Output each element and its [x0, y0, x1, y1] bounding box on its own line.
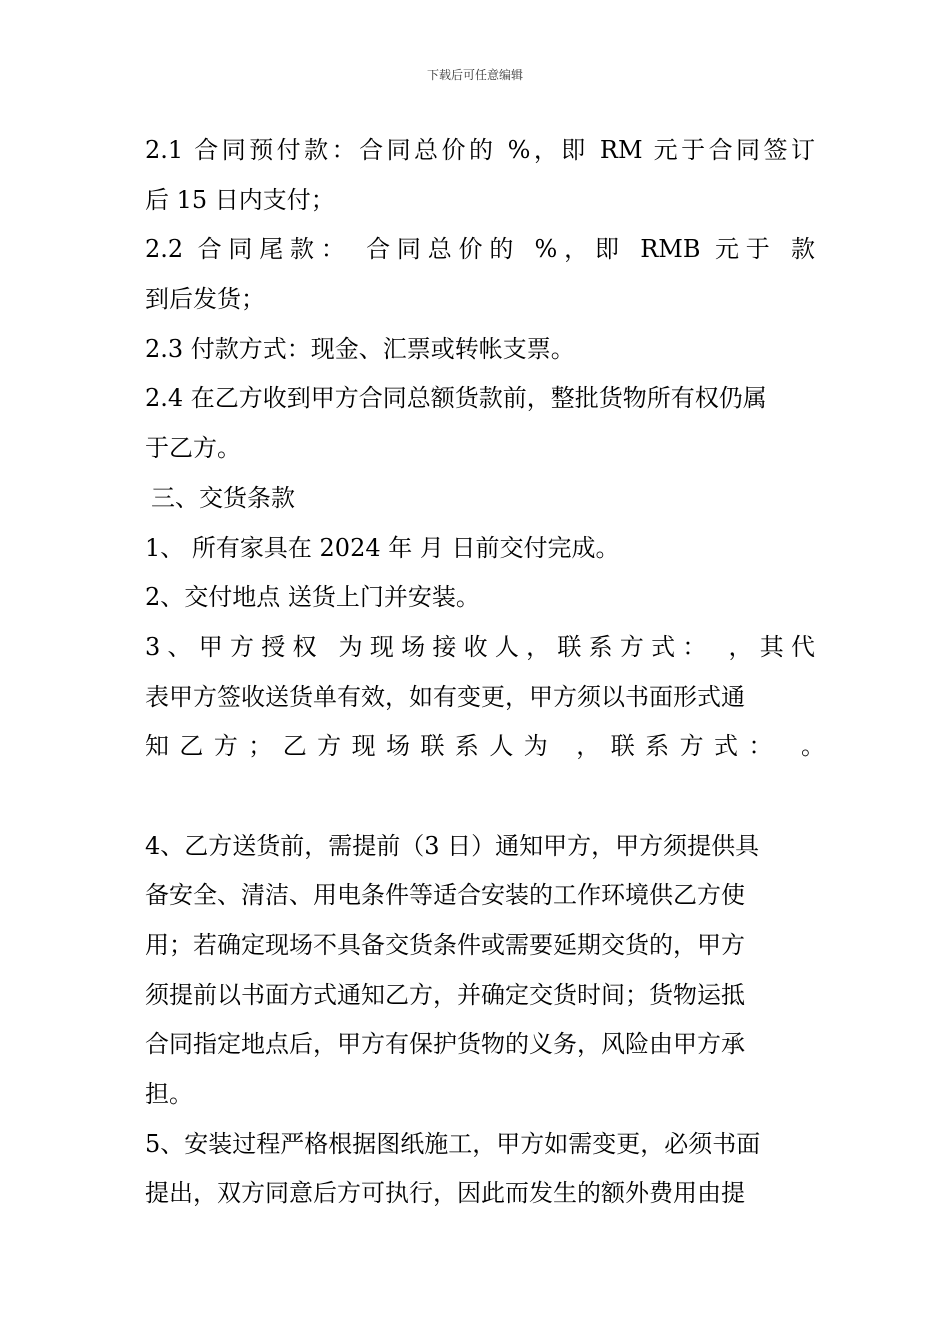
- text-line: 4、乙方送货前，需提前（3 日）通知甲方，甲方须提供具: [145, 831, 760, 860]
- text-line: 提出，双方同意后方可执行，因此而发生的额外费用由提: [145, 1179, 745, 1208]
- text-line: 于乙方。: [145, 434, 241, 463]
- text-line: 到后发货；: [145, 285, 265, 314]
- text-line: 2.2 合同尾款： 合同总价的 %，即 RMB 元于 款: [145, 235, 815, 264]
- text-line: 3、甲方授权 为现场接收人，联系方式： ，其代: [145, 632, 815, 661]
- text-line: 知乙方；乙方现场联系人为 ，联系方式： 。: [145, 732, 825, 761]
- text-line: 2.1 合同预付款：合同总价的 %，即 RM 元于合同签订: [145, 136, 815, 164]
- text-line: 用；若确定现场不具备交货条件或需要延期交货的，甲方: [145, 931, 745, 959]
- section-heading: 三、交货条款: [151, 483, 295, 512]
- text-line: 担。: [145, 1080, 193, 1109]
- text-line: 合同指定地点后，甲方有保护货物的义务，风险由甲方承: [145, 1030, 745, 1059]
- blank-line: [145, 772, 815, 822]
- text-line: 表甲方签收送货单有效，如有变更，甲方须以书面形式通: [145, 682, 745, 711]
- page-header: 下载后可任意编辑: [426, 68, 523, 82]
- text-line: 后 15 日内支付；: [145, 185, 335, 214]
- text-line: 2.4 在乙方收到甲方合同总额货款前，整批货物所有权仍属: [145, 384, 767, 413]
- document-body: [145, 126, 825, 1219]
- text-line: 须提前以书面方式通知乙方，并确定交货时间；货物运抵: [145, 980, 745, 1009]
- text-line: 1、 所有家具在 2024 年 月 日前交付完成。: [145, 533, 620, 562]
- text-line: 2.3 付款方式：现金、汇票或转帐支票。: [145, 334, 575, 363]
- text-line: 备安全、清洁、用电条件等适合安装的工作环境供乙方使: [145, 881, 745, 910]
- text-line: 2、交付地点 送货上门并安装。: [145, 583, 480, 612]
- text-line: 5、安装过程严格根据图纸施工，甲方如需变更，必须书面: [145, 1129, 761, 1158]
